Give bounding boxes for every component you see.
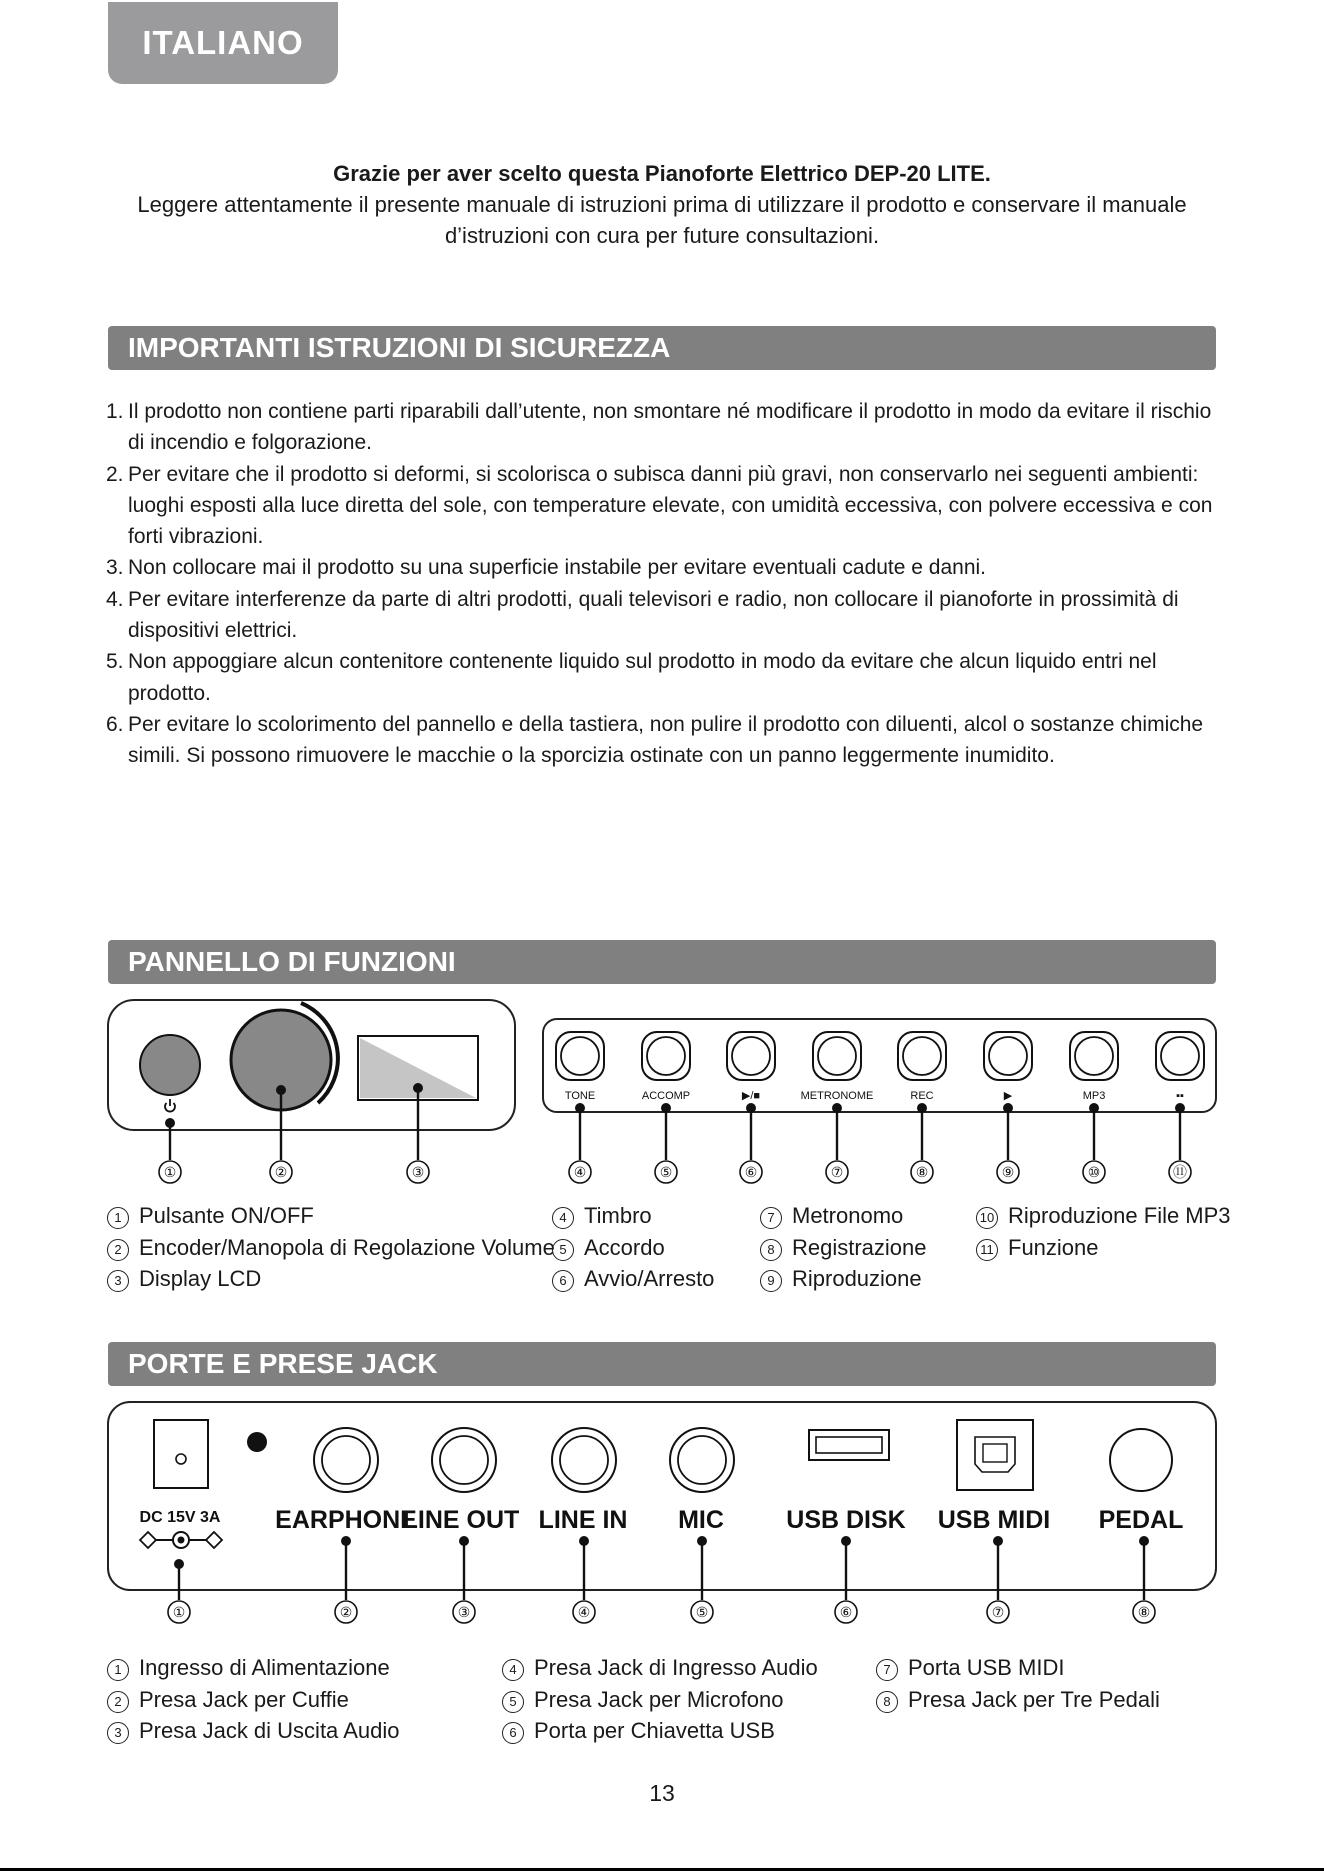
legend-text: Registrazione — [792, 1234, 927, 1260]
legend-text: Porta USB MIDI — [908, 1655, 1065, 1680]
function-button-ring-1 — [561, 1037, 599, 1075]
port-callout: ⑧ — [1137, 1604, 1151, 1620]
legend-item — [876, 1684, 1160, 1716]
safety-item-number: 3. — [106, 556, 124, 580]
legend-text: Avvio/Arresto — [584, 1266, 715, 1291]
legend-text: Funzione — [1008, 1234, 1099, 1260]
function-button-ring-4 — [818, 1037, 856, 1075]
legend-item — [502, 1684, 818, 1716]
safety-item-text: Non appoggiare alcun contenitore contenente liquido sul prodotto in modo da evitare che alcun liquido entri nel prodotto. — [128, 650, 1157, 705]
legend-number: 2 — [107, 1239, 129, 1261]
legend-number: 6 — [552, 1270, 574, 1292]
legend-text: Encoder/Manopola di Regolazione Volume — [139, 1234, 555, 1260]
port-label: PEDAL — [1098, 1506, 1184, 1534]
legend-text: Pulsante ON/OFF — [139, 1203, 314, 1228]
legend-text: Presa Jack di Uscita Audio — [139, 1718, 400, 1743]
function-button-label: TONE — [564, 1090, 596, 1102]
power-button — [140, 1035, 200, 1095]
panel-callout: ① — [163, 1164, 177, 1180]
legend-text: Porta per Chiavetta USB — [534, 1718, 775, 1743]
power-led — [247, 1432, 267, 1452]
panel-legend-col-3 — [760, 1200, 927, 1295]
panel-callout: ⑪ — [1173, 1164, 1187, 1180]
legend-number: 1 — [107, 1659, 129, 1681]
legend-item — [107, 1652, 399, 1684]
legend-number: 11 — [976, 1239, 998, 1261]
legend-text: Riproduzione — [792, 1266, 922, 1291]
function-button-ring-8 — [1161, 1037, 1199, 1075]
legend-number: 5 — [552, 1239, 574, 1261]
legend-number: 10 — [976, 1207, 998, 1229]
port-leader-4-dot — [579, 1536, 589, 1546]
panel-legend-col-2 — [552, 1200, 714, 1295]
intro-line-2: Leggere attentamente il presente manuale di istruzioni prima di utilizzare il prodotto e conservare il manuale — [137, 192, 1187, 217]
legend-text: Timbro — [584, 1203, 652, 1228]
panel-callout: ④ — [573, 1164, 587, 1180]
legend-number: 1 — [107, 1207, 129, 1229]
legend-item — [502, 1715, 818, 1747]
legend-number: 6 — [502, 1722, 524, 1744]
panel-legend-col-4 — [976, 1200, 1231, 1263]
page-number: 13 — [649, 1780, 675, 1806]
ports-legend-col-3 — [876, 1652, 1160, 1715]
audio-jack-inner-2 — [440, 1436, 488, 1484]
port-label: LINE OUT — [402, 1506, 520, 1534]
safety-item-number: 5. — [106, 650, 124, 674]
legend-item — [552, 1232, 714, 1264]
legend-text: Presa Jack per Tre Pedali — [908, 1686, 1160, 1712]
legend-item — [976, 1200, 1231, 1232]
panel-callout: ⑩ — [1087, 1164, 1101, 1180]
legend-text: Riproduzione File MP3 — [1008, 1203, 1231, 1228]
port-leader-1-dot — [174, 1559, 184, 1569]
panel-leader-5-dot — [661, 1103, 671, 1113]
ports-legend-col-2 — [502, 1652, 818, 1747]
port-callout: ⑥ — [839, 1604, 853, 1620]
legend-number: 8 — [876, 1691, 898, 1713]
ports-section-title: PORTE E PRESE JACK — [108, 1342, 1216, 1386]
usb-midi-inner — [983, 1444, 1007, 1462]
function-button-ring-2 — [647, 1037, 685, 1075]
legend-number: 8 — [760, 1239, 782, 1261]
legend-item — [107, 1715, 399, 1747]
safety-item-text: Il prodotto non contiene parti riparabili dall’utente, non smontare né modificare il prodotto in modo da evitare il rischio di incendio e folgorazione. — [128, 400, 1212, 455]
legend-text: Metronomo — [792, 1203, 904, 1228]
port-leader-7-dot — [993, 1536, 1003, 1546]
port-label: EARPHONE — [275, 1506, 417, 1534]
safety-item-number: 4. — [106, 587, 124, 611]
port-label: MIC — [678, 1506, 724, 1534]
legend-number: 4 — [552, 1207, 574, 1229]
port-label: USB DISK — [786, 1506, 906, 1534]
legend-item — [876, 1652, 1160, 1684]
legend-text: Presa Jack per Cuffie — [139, 1686, 349, 1712]
panel-callout: ③ — [411, 1164, 425, 1180]
port-leader-6-dot — [841, 1536, 851, 1546]
legend-item — [976, 1232, 1231, 1264]
function-button-ring-5 — [903, 1037, 941, 1075]
function-button-label: METRONOME — [800, 1090, 874, 1102]
panel-leader-7-dot — [832, 1103, 842, 1113]
port-callout: ⑤ — [695, 1604, 709, 1620]
panel-legend-col-1 — [107, 1200, 555, 1295]
pedal-jack — [1110, 1429, 1172, 1491]
safety-item-text: Per evitare che il prodotto si deformi, si scolorisca o subisca danni più gravi, non conservarlo nei seguenti ambienti: luoghi esposti alla luce diretta del sole, con temperature elevate, con umidità eccessiva, con polvere eccessiva e con forti vibrazioni. — [128, 462, 1213, 549]
port-leader-2-dot — [341, 1536, 351, 1546]
port-callout: ① — [172, 1604, 186, 1620]
panel-leader-2-dot — [276, 1085, 286, 1095]
panel-leader-10-dot — [1089, 1103, 1099, 1113]
dc-jack-pin — [176, 1454, 186, 1464]
legend-item — [760, 1200, 927, 1232]
panel-leader-8-dot — [917, 1103, 927, 1113]
legend-number: 3 — [107, 1722, 129, 1744]
legend-item — [502, 1652, 818, 1684]
legend-text: Accordo — [584, 1234, 665, 1260]
audio-jack-inner-4 — [678, 1436, 726, 1484]
legend-item — [760, 1232, 927, 1264]
safety-item-text: Per evitare interferenze da parte di altri prodotti, quali televisori e radio, non collocare il pianoforte in prossimità di dispositivi elettrici. — [128, 587, 1179, 643]
function-button-label: MP3 — [1082, 1090, 1106, 1102]
panel-leader-6-dot — [746, 1103, 756, 1113]
language-tab: ITALIANO — [108, 2, 338, 84]
legend-text: Presa Jack per Microfono — [534, 1686, 784, 1712]
function-button-ring-6 — [989, 1037, 1027, 1075]
legend-item — [107, 1232, 555, 1264]
panel-callout: ⑥ — [744, 1164, 758, 1180]
legend-number: 4 — [502, 1659, 524, 1681]
function-button-ring-7 — [1075, 1037, 1113, 1075]
panel-callout: ⑧ — [915, 1164, 929, 1180]
port-label: USB MIDI — [937, 1506, 1051, 1534]
panel-leader-11-dot — [1175, 1103, 1185, 1113]
legend-text: Presa Jack di Ingresso Audio — [534, 1655, 818, 1680]
port-label-dc: DC 15V 3A — [139, 1509, 221, 1526]
function-button-label: ▪▪ — [1176, 1090, 1184, 1102]
panel-leader-3-dot — [413, 1083, 423, 1093]
function-button-label: ▶ — [1003, 1090, 1013, 1102]
bottom-rule — [0, 1868, 1324, 1871]
legend-number: 9 — [760, 1270, 782, 1292]
legend-item — [107, 1263, 555, 1295]
port-leader-5-dot — [697, 1536, 707, 1546]
function-button-label: REC — [910, 1090, 934, 1102]
panel-callout: ⑦ — [830, 1164, 844, 1180]
ports-panel — [108, 1402, 1216, 1590]
legend-number: 3 — [107, 1270, 129, 1292]
audio-jack-inner-1 — [322, 1436, 370, 1484]
port-leader-3-dot — [459, 1536, 469, 1546]
legend-number: 2 — [107, 1691, 129, 1713]
panel-leader-4-dot — [575, 1103, 585, 1113]
port-leader-8-dot — [1139, 1536, 1149, 1546]
port-callout: ⑦ — [991, 1604, 1005, 1620]
safety-item-text: Non collocare mai il prodotto su una superficie instabile per evitare eventuali cadute e danni. — [128, 556, 987, 580]
legend-number: 7 — [876, 1659, 898, 1681]
port-callout: ④ — [577, 1604, 591, 1620]
legend-item — [107, 1684, 399, 1716]
polarity-center — [178, 1537, 185, 1544]
safety-item-text: Per evitare lo scolorimento del pannello e della tastiera, non pulire il prodotto con diluenti, alcol o sostanze chimiche simili. Si possono rimuovere le macchie o la sporcizia ostinate con un panno leggermente inumidito. — [128, 712, 1204, 768]
legend-number: 5 — [502, 1691, 524, 1713]
audio-jack-inner-3 — [560, 1436, 608, 1484]
function-button-ring-3 — [732, 1037, 770, 1075]
panel-section-title: PANNELLO DI FUNZIONI — [108, 940, 1216, 984]
panel-callout: ⑨ — [1001, 1164, 1015, 1180]
panel-callout: ⑤ — [659, 1164, 673, 1180]
legend-number: 7 — [760, 1207, 782, 1229]
panel-leader-1-dot — [165, 1118, 175, 1128]
port-label: LINE IN — [538, 1506, 628, 1534]
legend-text: Ingresso di Alimentazione — [139, 1655, 390, 1680]
safety-item-number: 2. — [106, 462, 124, 486]
intro-line-3: d’istruzioni con cura per future consultazioni. — [444, 223, 880, 248]
function-button-label: ACCOMP — [641, 1090, 691, 1102]
panel-callout: ② — [274, 1164, 288, 1180]
safety-section-title: IMPORTANTI ISTRUZIONI DI SICUREZZA — [108, 326, 1216, 370]
legend-text: Display LCD — [139, 1266, 262, 1291]
panel-leader-9-dot — [1003, 1103, 1013, 1113]
safety-item-number: 1. — [106, 400, 124, 423]
legend-item — [552, 1200, 714, 1232]
usb-disk-slot — [816, 1437, 882, 1453]
legend-item — [552, 1263, 714, 1295]
legend-item — [107, 1200, 555, 1232]
ports-legend-col-1 — [107, 1652, 399, 1747]
function-button-label: ▶/■ — [741, 1090, 761, 1102]
safety-item-number: 6. — [106, 712, 124, 736]
legend-item — [760, 1263, 927, 1295]
intro-title: Grazie per aver scelto questa Pianoforte Elettrico DEP-20 LITE. — [333, 161, 991, 186]
port-callout: ② — [339, 1604, 353, 1620]
port-callout: ③ — [457, 1604, 471, 1620]
